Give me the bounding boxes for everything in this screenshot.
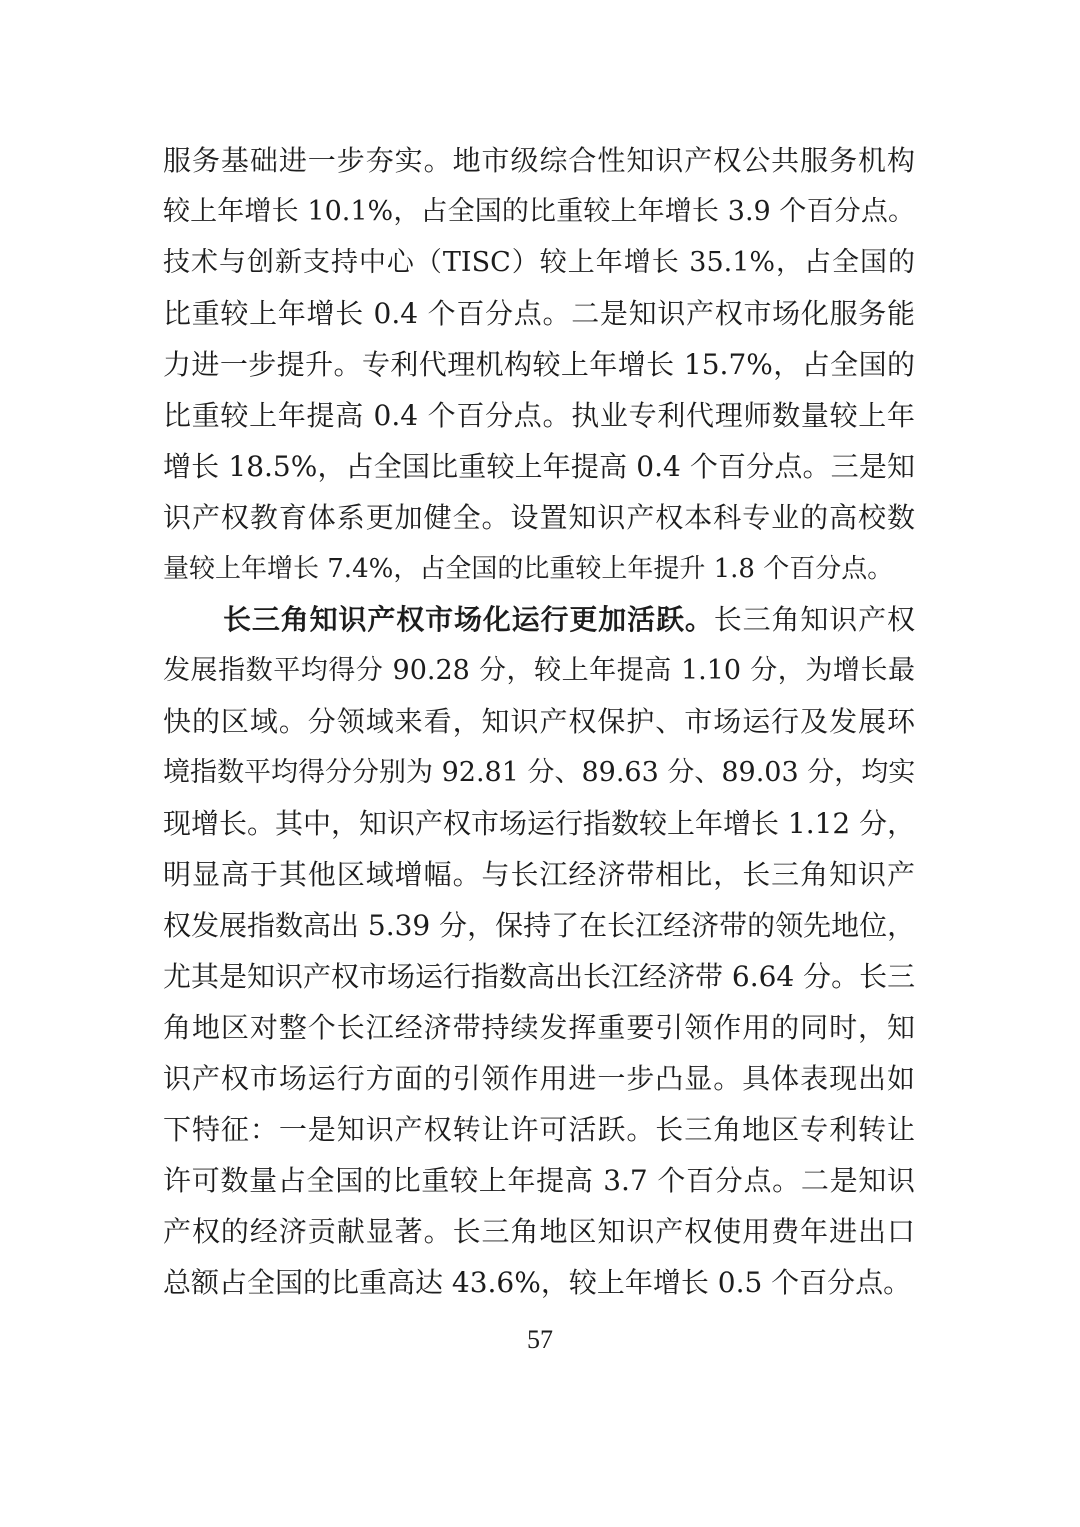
text-line: 权发展指数高出 5.39 分，保持了在长江经济带的领先地位， — [163, 909, 916, 942]
text-line: 力进一步提升。专利代理机构较上年增长 15.7%，占全国的 — [163, 348, 915, 381]
text-line: 服务基础进一步夯实。地市级综合性知识产权公共服务机构 — [163, 144, 915, 177]
text-line: 增长 18.5%，占全国比重较上年提高 0.4 个百分点。三是知 — [163, 450, 915, 483]
text-line: 快的区域。分领域来看，知识产权保护、市场运行及发展环 — [163, 705, 915, 738]
text-line: 许可数量占全国的比重较上年提高 3.7 个百分点。二是知识 — [163, 1164, 915, 1197]
paragraph-first-line — [223, 595, 915, 645]
paragraph-heading: 长三角知识产权市场化运行更加活跃。 — [223, 603, 714, 636]
text-line: 下特征：一是知识产权转让许可活跃。长三角地区专利转让 — [163, 1113, 915, 1146]
text-run: 长三角知识产权 — [713, 603, 915, 636]
text-line: 角地区对整个长江经济带持续发挥重要引领作用的同时，知 — [163, 1011, 915, 1044]
text-line: 量较上年增长 7.4%，占全国的比重较上年提升 1.8 个百分点。 — [163, 554, 894, 584]
text-line: 识产权教育体系更加健全。设置知识产权本科专业的高校数 — [163, 501, 915, 534]
text-line: 尤其是知识产权市场运行指数高出长江经济带 6.64 分。长三 — [163, 960, 916, 993]
text-line: 产权的经济贡献显著。长三角地区知识产权使用费年进出口 — [163, 1215, 915, 1248]
text-line: 明显高于其他区域增幅。与长江经济带相比，长三角知识产 — [163, 858, 915, 891]
text-line: 发展指数平均得分 90.28 分，较上年提高 1.10 分，为增长最 — [163, 655, 915, 686]
text-line: 较上年增长 10.1%，占全国的比重较上年增长 3.9 个百分点。 — [163, 196, 915, 227]
text-line: 比重较上年增长 0.4 个百分点。二是知识产权市场化服务能 — [163, 297, 915, 330]
text-line: 技术与创新支持中心（TISC）较上年增长 35.1%，占全国的 — [163, 247, 915, 278]
page-number: 57 — [527, 1325, 553, 1354]
text-line: 境指数平均得分分别为 92.81 分、89.63 分、89.03 分，均实 — [163, 757, 916, 788]
text-line: 总额占全国的比重高达 43.6%，较上年增长 0.5 个百分点。 — [163, 1266, 912, 1299]
text-line: 比重较上年提高 0.4 个百分点。执业专利代理师数量较上年 — [163, 399, 915, 432]
text-line: 现增长。其中，知识产权市场运行指数较上年增长 1.12 分， — [163, 807, 916, 840]
text-line: 识产权市场运行方面的引领作用进一步凸显。具体表现出如 — [163, 1062, 915, 1095]
